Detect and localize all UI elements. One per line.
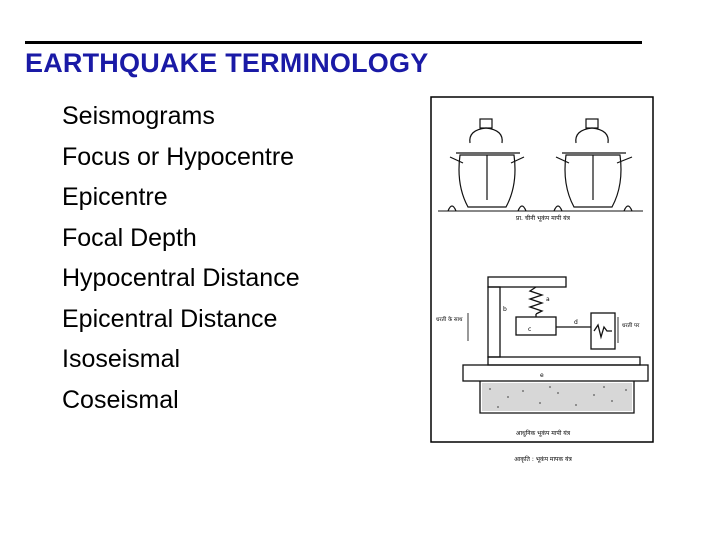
term-item: Hypocentral Distance	[62, 264, 300, 292]
marker-b: b	[503, 306, 507, 313]
term-item: Epicentral Distance	[62, 304, 278, 333]
term-item: Coseismal	[62, 385, 179, 414]
ground-texture	[482, 383, 632, 411]
title-rule	[25, 41, 642, 44]
top-caption: प्रा. चीनी भूकंप मापी यंत्र	[516, 215, 570, 222]
term-item: Epicentre	[62, 183, 168, 211]
seismograph-diagram-icon	[428, 95, 658, 470]
marker-c: c	[528, 326, 532, 333]
term-item: Isoseismal	[62, 345, 181, 373]
bottom-caption: आधुनिक भूकंप मापी यंत्र	[515, 430, 571, 437]
slide-title: EARTHQUAKE TERMINOLOGY	[25, 48, 429, 78]
figure-caption: आकृति : भूकंप मापक यंत्र	[514, 456, 572, 463]
seismograph-figure	[428, 95, 658, 470]
marker-a: a	[546, 296, 550, 303]
term-item: Focus or Hypocentre	[62, 142, 295, 171]
term-item: Seismograms	[62, 102, 215, 130]
term-item: Focal Depth	[62, 223, 197, 252]
marker-d: d	[574, 319, 578, 326]
label-left: धरती के साथ	[436, 317, 463, 323]
term-list	[62, 96, 300, 420]
label-right: धरती पर	[622, 323, 640, 329]
marker-e: e	[540, 372, 544, 379]
